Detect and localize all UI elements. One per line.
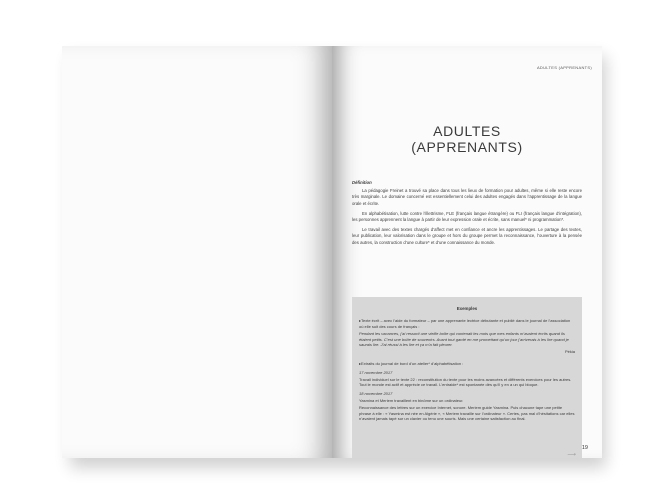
example-intro: ▸Texte écrit – avec l’aide du formateur – par une apprenante lectrice débutante et publié dans le journal de l’association où elle suit des cours de français :	[359, 318, 571, 329]
quote-signature: Pékia	[564, 349, 575, 355]
journal-date: 18 novembre 2017	[359, 391, 393, 397]
journal-entry: Reconnaissance des lettres sur un exercice Internet, sonore. Meriem guide Yasmina. Puis chacune tape une petite phrase à elle : « Yasmina est née en Algérie », « Meriem travaille sur l’ordinateur ». Certes, pas mal d’hésitations car elles n’avaient jamais tapé sur un clavier ou tenu une souris. Mais une certaine satisfaction au final.	[359, 405, 575, 422]
journal-date: 17 novembre 2017	[359, 370, 393, 376]
examples-box	[352, 297, 582, 458]
section-label: Définition	[352, 180, 372, 185]
continue-arrow-icon: ⟶	[567, 452, 576, 458]
right-page	[332, 46, 602, 458]
paragraph: Le travail avec des textes chargés d’affect met en confiance et ancre les apprentissages. Le partage des textes, leur publication, leur valorisation dans le groupe et hors du groupe permet la reconnaissance, l’ouverture à la pensée des autres, la construction d’une culture* et d’une connaissance du monde.	[352, 227, 582, 245]
page-number: 19	[581, 445, 588, 451]
paragraph: La pédagogie Freinet a trouvé sa place dans tous les lieux de formation pour adultes, même si elle reste encore très marginale. Le domaine concerné est essentiellement celui des adultes engagés dans l’apprentissage de la langue orale et écrite.	[352, 188, 582, 206]
example-intro: ▸Extraits du journal de bord d’un atelier* d’alphabétisation :	[359, 360, 464, 366]
title-line-2: (APPRENANTS)	[411, 139, 523, 155]
examples-heading: Exemples	[456, 306, 478, 311]
running-header: ADULTES (APPRENANTS)	[536, 65, 592, 70]
title-line-1: ADULTES	[433, 123, 501, 139]
left-page	[62, 46, 332, 458]
journal-entry: Yasmina et Meriem travaillent en binôme sur un ordinateur.	[359, 397, 464, 403]
paragraph: En alphabétisation, lutte contre l’illettrisme, FLE (français langue étrangère) ou FLI (français langue d’intégration), les personnes apprennent la langue à partir de leur expression orale et écrite, sans manuel* ni programmation*.	[352, 210, 582, 223]
example-quote: Pendant les vacances, j’ai ressorti une vieille boîte qui contenait les mots que mes enfants m’avaient écrits quand ils étaient petits. C’est une boîte de souvenirs. Avant tout gardé en me promettant qu’un jour j’arriverais à les lire quand je saurais lire. J’ai réussi à les lire et ça m’a fait pleurer.	[359, 331, 569, 348]
journal-entry: Travail individuel sur le texte 22 : reconstitution du texte pour les moins avancées et différents exercices pour les autres. Tout le monde est actif et apprécie ce travail. L’entraide* est spontanée dès qu’il y en a un qui bloque.	[359, 376, 572, 388]
definition-section	[352, 180, 582, 250]
page-title	[332, 123, 602, 155]
